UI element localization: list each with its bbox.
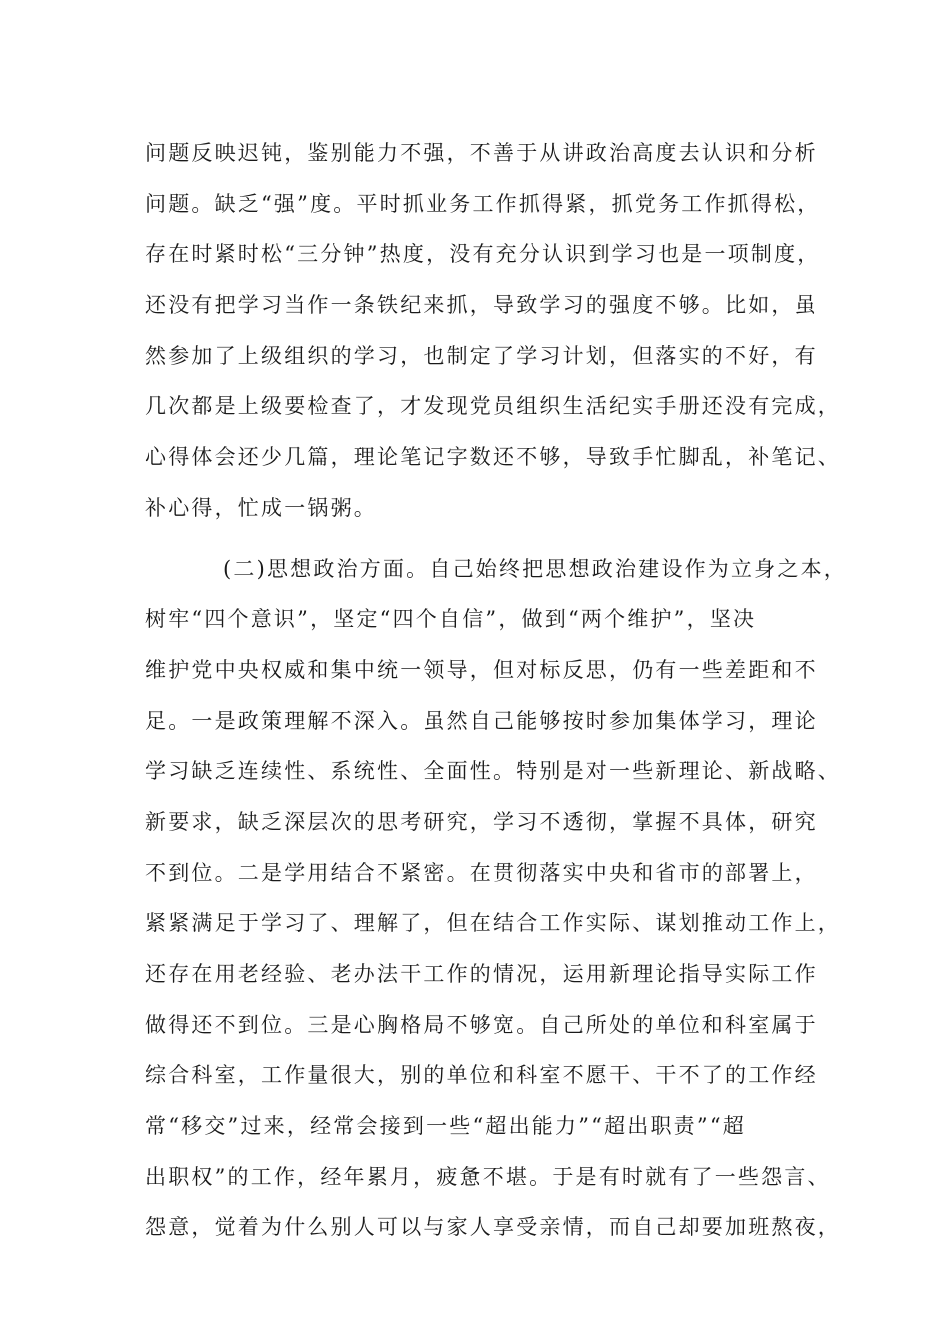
text-line: 综合科室，工作量很大，别的单位和科室不愿干、干不了的工作经: [145, 1063, 818, 1088]
text-line: 树牢“四个意识”，坚定“四个自信”，做到“两个维护”，坚决: [145, 607, 757, 632]
text-line: 几次都是上级要检查了，才发现党员组织生活纪实手册还没有完成，: [145, 394, 841, 419]
text-line: 紧紧满足于学习了、理解了，但在结合工作实际、谋划推动工作上，: [145, 911, 841, 936]
text-line: 足。一是政策理解不深入。虽然自己能够按时参加集体学习，理论: [145, 708, 818, 733]
text-line: 存在时紧时松“三分钟”热度，没有充分认识到学习也是一项制度，: [145, 242, 821, 267]
text-line: 做得还不到位。三是心胸格局不够宽。自己所处的单位和科室属于: [145, 1012, 818, 1037]
text-line: 心得体会还少几篇，理论笔记字数还不够，导致手忙脚乱，补笔记、: [145, 445, 841, 470]
text-line: 还存在用老经验、老办法干工作的情况，运用新理论指导实际工作: [145, 962, 818, 986]
text-line: 维护党中央权威和集中统一领导，但对标反思，仍有一些差距和不: [145, 657, 818, 682]
paragraph-continuation: [145, 128, 841, 534]
text-line: 怨意，觉着为什么别人可以与家人享受亲情，而自己却要加班熬夜，: [145, 1215, 841, 1240]
text-line: 出职权”的工作，经年累月，疲惫不堪。于是有时就有了一些怨言、: [145, 1164, 831, 1189]
text-line: 问题反映迟钝，鉴别能力不强，不善于从讲政治高度去认识和分析: [145, 141, 818, 165]
text-line: 常“移交”过来，经常会接到一些“超出能力”“超出职责”“超: [145, 1114, 746, 1139]
section-heading-line: (二)思想政治方面。自己始终把思想政治建设作为立身之本，: [223, 556, 847, 581]
text-line: 问题。缺乏“强”度。平时抓业务工作抓得紧，抓党务工作抓得松，: [145, 191, 821, 216]
paragraph-ideological-political: [145, 544, 847, 1254]
text-line: 新要求，缺乏深层次的思考研究，学习不透彻，掌握不具体，研究: [145, 809, 818, 834]
text-line: 还没有把学习当作一条铁纪来抓，导致学习的强度不够。比如，虽: [145, 293, 818, 318]
text-line: 不到位。二是学用结合不紧密。在贯彻落实中央和省市的部署上，: [145, 860, 818, 885]
text-line: 补心得，忙成一锅粥。: [145, 495, 377, 520]
document-body: [145, 128, 847, 1253]
text-line: 然参加了上级组织的学习，也制定了学习计划，但落实的不好，有: [145, 343, 818, 368]
text-line: 学习缺乏连续性、系统性、全面性。特别是对一些新理论、新战略、: [145, 759, 841, 784]
